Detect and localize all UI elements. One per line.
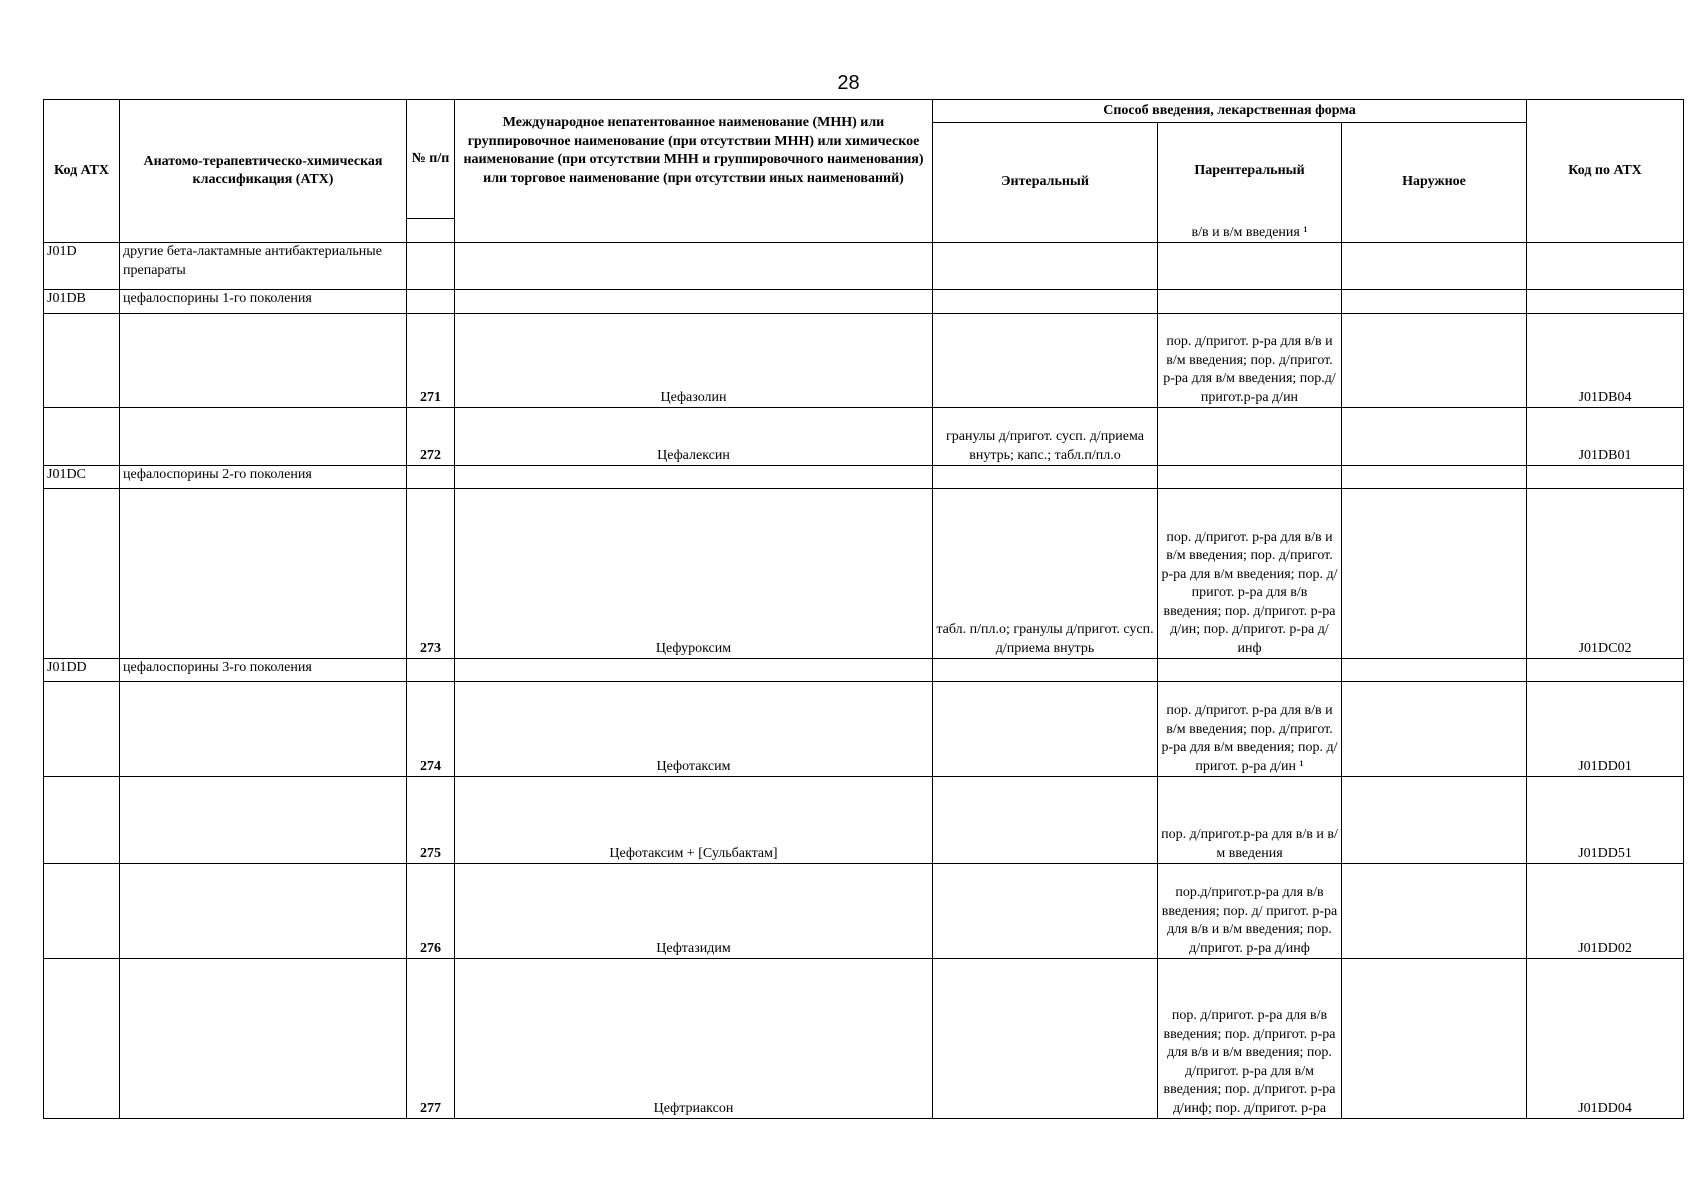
row-number: 275	[407, 777, 455, 864]
group-row	[44, 466, 1684, 489]
header-classification: Анатомо-терапевтическо-химическая классификация (АТХ)	[120, 100, 407, 243]
row-number: 272	[407, 408, 455, 466]
enteral-form	[933, 864, 1158, 959]
enteral-form	[933, 682, 1158, 777]
atx-code: J01DD04	[1527, 959, 1684, 1119]
drug-name: Цефалексин	[455, 408, 933, 466]
table-row	[44, 314, 1684, 408]
header-external: Наружное	[1342, 123, 1527, 243]
parenteral-form: пор.д/пригот.р-ра для в/в введения; пор. д/ пригот. р-ра для в/в и в/м введения; пор. д/пригот. р-ра д/инф	[1158, 864, 1342, 959]
table-row	[44, 682, 1684, 777]
parenteral-form: пор. д/пригот. р-ра для в/в и в/м введения; пор. д/пригот. р-ра для в/м введения; пор. д/пригот. р-ра д/ин ¹	[1158, 682, 1342, 777]
group-code: J01DB	[44, 290, 120, 314]
external-form	[1342, 959, 1527, 1119]
drug-name: Цефотаксим + [Сульбактам]	[455, 777, 933, 864]
header-parenteral-sub: в/в и в/м введения ¹	[1158, 219, 1342, 243]
row-number: 274	[407, 682, 455, 777]
group-row	[44, 659, 1684, 682]
group-code: J01DC	[44, 466, 120, 489]
atx-code: J01DD02	[1527, 864, 1684, 959]
external-form	[1342, 864, 1527, 959]
table-row	[44, 864, 1684, 959]
group-name: цефалоспорины 2-го поколения	[120, 466, 407, 489]
enteral-form: гранулы д/пригот. сусп. д/приема внутрь; капс.; табл.п/пл.о	[933, 408, 1158, 466]
header-number-sub	[407, 219, 455, 243]
atx-code: J01DC02	[1527, 489, 1684, 659]
group-code: J01DD	[44, 659, 120, 682]
parenteral-form: пор. д/пригот. р-ра для в/в введения; пор. д/пригот. р-ра для в/в и в/м введения; пор. д/пригот. р-ра для в/м введения; пор. д/пригот. р-ра д/инф; пор. д/пригот. р-ра	[1158, 959, 1342, 1119]
row-number: 271	[407, 314, 455, 408]
atx-code: J01DB01	[1527, 408, 1684, 466]
drug-name: Цефотаксим	[455, 682, 933, 777]
drug-table	[43, 99, 1684, 1119]
external-form	[1342, 314, 1527, 408]
table-row	[44, 959, 1684, 1119]
external-form	[1342, 408, 1527, 466]
atx-code: J01DB04	[1527, 314, 1684, 408]
parenteral-form	[1158, 408, 1342, 466]
external-form	[1342, 489, 1527, 659]
header-parenteral: Парентеральный	[1158, 123, 1342, 219]
group-row	[44, 290, 1684, 314]
header-code: Код АТХ	[44, 100, 120, 243]
external-form	[1342, 682, 1527, 777]
parenteral-form: пор. д/пригот. р-ра для в/в и в/м введения; пор. д/пригот. р-ра для в/м введения; пор. д/пригот. р-ра для в/в введения; пор. д/пригот. р-ра д/ин; пор. д/пригот. р-ра д/инф	[1158, 489, 1342, 659]
group-row	[44, 243, 1684, 290]
atx-code: J01DD51	[1527, 777, 1684, 864]
enteral-form	[933, 959, 1158, 1119]
enteral-form	[933, 777, 1158, 864]
page-number: 28	[837, 72, 860, 94]
row-number: 277	[407, 959, 455, 1119]
drug-name: Цефазолин	[455, 314, 933, 408]
row-number: 276	[407, 864, 455, 959]
parenteral-form: пор. д/пригот. р-ра для в/в и в/м введения; пор. д/пригот. р-ра для в/м введения; пор.д/пригот.р-ра д/ин	[1158, 314, 1342, 408]
drug-name: Цефтазидим	[455, 864, 933, 959]
group-code: J01D	[44, 243, 120, 290]
row-number: 273	[407, 489, 455, 659]
atx-code: J01DD01	[1527, 682, 1684, 777]
group-name: цефалоспорины 1-го поколения	[120, 290, 407, 314]
header-name: Международное непатентованное наименование (МНН) или группировочное наименование (при отсутствии МНН) или химическое наименование (при отсутствии МНН и группировочного наименования) или торговое наименование (при отсутствии иных наименований)	[455, 100, 933, 243]
table-row	[44, 408, 1684, 466]
table-row	[44, 489, 1684, 659]
enteral-form: табл. п/пл.о; гранулы д/пригот. сусп. д/приема внутрь	[933, 489, 1158, 659]
header-number: № п/п	[407, 100, 455, 219]
external-form	[1342, 777, 1527, 864]
header-route: Способ введения, лекарственная форма	[933, 100, 1527, 123]
header-enteral: Энтеральный	[933, 123, 1158, 243]
parenteral-form: пор. д/пригот.р-ра для в/в и в/м введения	[1158, 777, 1342, 864]
header-atx-code: Код по АТХ	[1527, 100, 1684, 243]
group-name: другие бета-лактамные антибактериальные препараты	[120, 243, 407, 290]
enteral-form	[933, 314, 1158, 408]
table-row	[44, 777, 1684, 864]
drug-name: Цефуроксим	[455, 489, 933, 659]
group-name: цефалоспорины 3-го поколения	[120, 659, 407, 682]
drug-name: Цефтриаксон	[455, 959, 933, 1119]
